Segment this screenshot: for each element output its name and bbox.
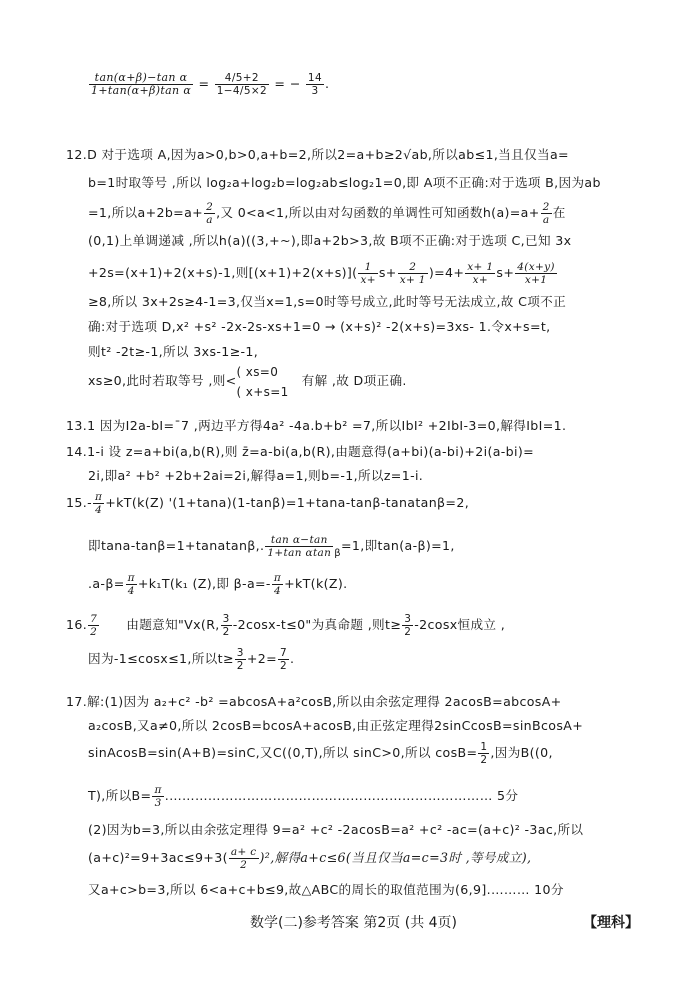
text-line: 即tana-tanβ=1+tanatanβ,. $\frac{\text{tan α−tan}}{\text{1+tan αtan}}$ $_\beta$=1,即tan(a-β)=1,: [88, 534, 455, 559]
fraction: $\frac{3}{2}$: [222, 613, 230, 638]
text-line: (a+c)²=9+3ac≤9+3( $\frac{a+ c}{2}$ )²,解得a+c≤6(当且仅当a=c=3时 ,等号成立),: [88, 846, 532, 871]
text-line: (2)因为b=3,所以由余弦定理得 9=a² +c² -2acosB=a² +c² -ac=(a+c)² -3ac,所以: [88, 822, 584, 837]
text-line: a₂cosB,又a≠0,所以 2cosB=bcosA+acosB,由正弦定理得2sinCcosB=sinBcosA+: [88, 718, 584, 733]
text-line: b=1时取等号 ,所以 log₂a+log₂b=log₂ab≤log₂1=0,即 A项不正确:对于选项 B,因为ab: [88, 175, 601, 190]
fraction: $\frac{\text{tan α−tan}}{\text{1+tan αtan}}$: [267, 534, 332, 559]
equation-system: ( xs=0 ( x+s=1: [236, 364, 289, 399]
text-line: +2s=(x+1)+2(x+s)-1,则[(x+1)+2(x+s)]( $\frac{1}{x+}$ s+ $\frac{2}{x+ 1}$ )=4+ $\frac{x+ 1}{x+}$ s+ $\frac{4(x+y)}{x+1}$: [88, 261, 555, 286]
fraction: $\frac{3}{2}$: [404, 613, 412, 638]
fraction: $\frac{\pi}{3}$: [154, 784, 162, 809]
formula-line: $\frac{\text{tan(α+β)−tan α}}{\text{1+tan(α+β)tan α}}$ = $\frac{4/5+2}{1-4/5\times 2}$ = − $\frac{14}{3}$ .: [91, 71, 330, 97]
text-line: (0,1)上单调递减 ,所以h(a)((3,+~),即a+2b>3,故 B项不正确:对于选项 C,已知 3x: [88, 233, 572, 248]
fraction: $\frac{7}{2}$: [280, 647, 288, 672]
fraction: $\frac{\pi}{4}$: [273, 572, 282, 597]
fraction: $\frac{3}{2}$: [236, 647, 244, 672]
page-footer: 数学(二)参考答案 第2页 (共 4页): [250, 915, 458, 931]
text-line: .a-β= $\frac{\pi}{4}$ +k₁T(k₁ (Z),即 β-a=- $\frac{\pi}{4}$ +kT(k(Z).: [88, 572, 348, 597]
fraction: $\frac{4(x+y)}{x+1}$: [517, 261, 555, 286]
fraction: $\frac{2}{a}$: [206, 201, 214, 226]
fraction: $\frac{a+ c}{2}$: [230, 846, 257, 871]
text-line: 17.解:(1)因为 a₂+c² -b² =abcosA+a²cosB,所以由余弦定理得 2acosB=abcosA+: [66, 694, 562, 709]
fraction: $\frac{2}{x+ 1}$: [399, 261, 426, 286]
text-line: 16. $\frac{7}{2}$ 由题意知"Vx(R, $\frac{3}{2}$ -2cosx-t≤0"为真命题 ,则t≥ $\frac{3}{2}$ -2cosx恒成立 ,: [66, 613, 506, 638]
fraction: $\frac{4/5+2}{1-4/5\times 2}$: [216, 72, 268, 97]
subject-label: 【理科】: [583, 915, 639, 931]
text-line: T),所以B= $\frac{\pi}{3}$ .………………………………………………………………… 5分: [88, 784, 519, 809]
text-line: 因为-1≤cosx≤1,所以t≥ $\frac{3}{2}$ +2= $\frac{7}{2}$ .: [88, 647, 295, 672]
fraction: $\frac{\text{tan(α+β)−tan α}}{\text{1+tan(α+β)tan α}}$: [91, 71, 192, 97]
text-line: ≥8,所以 3x+2s≥4-1=3,仅当x=1,s=0时等号成立,此时等号无法成立,故 C项不正: [88, 294, 567, 309]
fraction: $\frac{14}{3}$: [307, 72, 322, 97]
fraction: $\frac{1}{x+}$: [360, 261, 376, 286]
text-line: 则t² -2t≥-1,所以 3xs-1≥-1,: [88, 344, 259, 359]
text-line: 15.- $\frac{\pi}{4}$ +kT(k(Z) '(1+tana)(1-tanβ)=1+tana-tanβ-tanatanβ=2,: [66, 491, 470, 516]
text-line: 确:对于选项 D,x² +s² -2x-2s-xs+1=0 → (x+s)² -2(x+s)=3xs- 1.令x+s=t,: [88, 319, 551, 334]
text-line: 14.1-i 设 z=a+bi(a,b(R),则 z̄=a-bi(a,b(R),由题意得(a+bi)(a-bi)+2i(a-bi)=: [66, 444, 535, 459]
text-line: =1,所以a+2b=a+ $\frac{2}{a}$ ,又 0<a<1,所以由对勾函数的单调性可知函数h(a)=a+ $\frac{2}{a}$ 在: [88, 201, 566, 226]
text-line: 12.D 对于选项 A,因为a>0,b>0,a+b=2,所以2=a+b≥2√ab,所以ab≤1,当且仅当a=: [66, 147, 569, 162]
fraction: $\frac{\pi}{4}$: [94, 491, 103, 516]
fraction: $\frac{1}{2}$: [480, 741, 488, 766]
fraction: $\frac{7}{2}$: [90, 613, 98, 638]
text-line: xs≥0,此时若取等号 ,则< ( xs=0 ( x+s=1 有解 ,故 D项正确.: [88, 361, 407, 401]
fraction: $\frac{x+ 1}{x+}$: [467, 261, 494, 286]
text-line: 2i,即a² +b² +2b+2ai=2i,解得a=1,则b=-1,所以z=1-i.: [88, 468, 424, 483]
fraction: $\frac{\pi}{4}$: [127, 572, 135, 597]
text-line: 又a+c>b=3,所以 6<a+c+b≤9,故△ABC的周长的取值范围为(6,9].……… 10分: [88, 882, 564, 897]
fraction: $\frac{2}{a}$: [542, 201, 550, 226]
text-line: 13.1 因为I2a-bI=¯7 ,两边平方得4a² -4a.b+b² =7,所以IbI² +2IbI-3=0,解得IbI=1.: [66, 418, 567, 433]
text-line: sinAcosB=sin(A+B)=sinC,又C((0,T),所以 sinC>0,所以 cosB= $\frac{1}{2}$ ,因为B((0,: [88, 741, 553, 766]
